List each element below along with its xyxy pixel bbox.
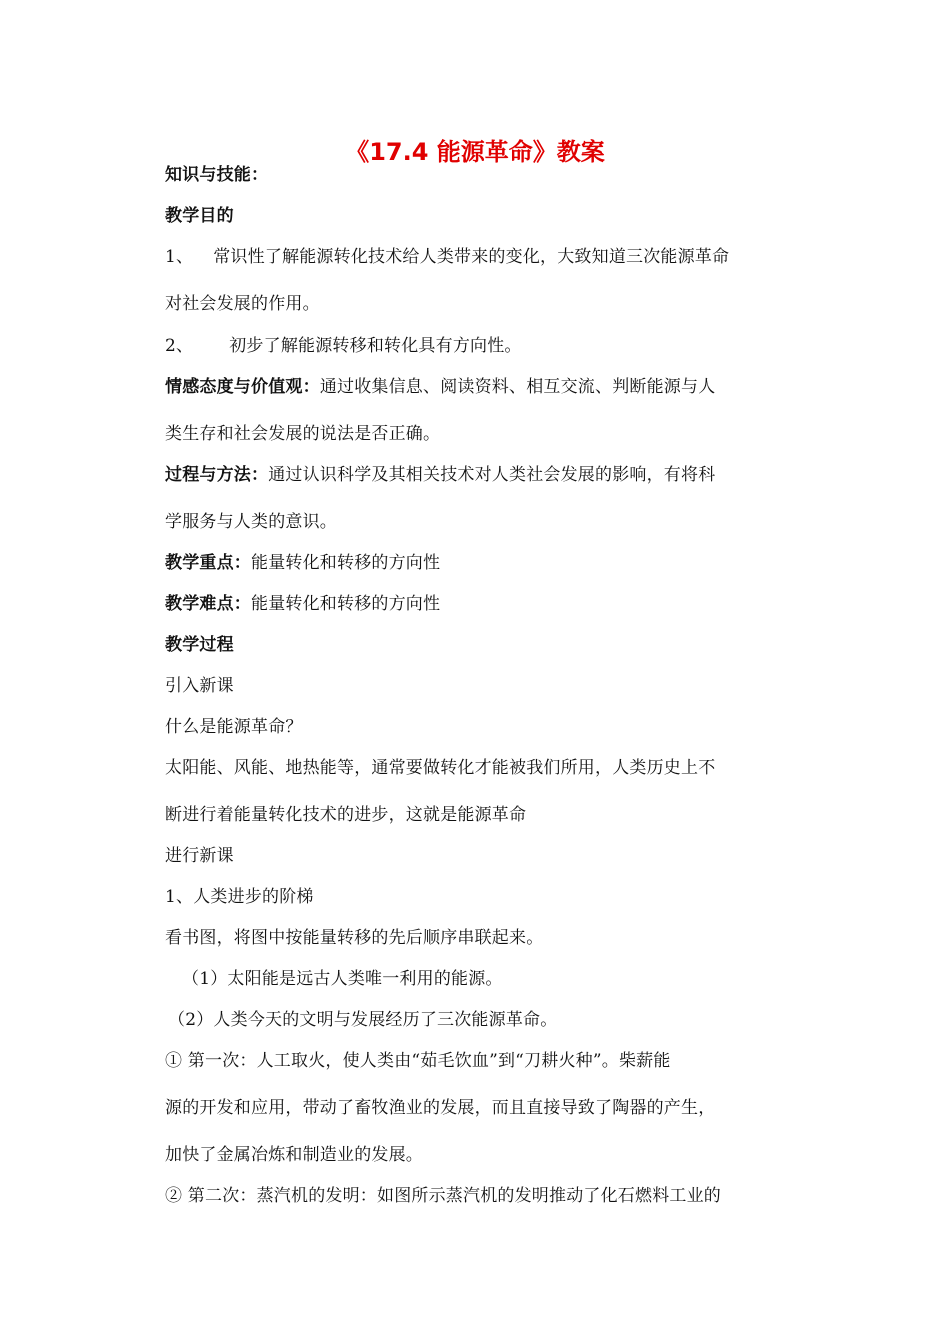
paragraph-energy-revolution-cont: 断进行着能量转化技术的进步，这就是能源革命 xyxy=(165,805,527,825)
goal-item-1-text: 常识性了解能源转化技术给人类带来的变化，大致知道三次能源革命 xyxy=(213,247,730,267)
key-point-text: 能量转化和转移的方向性 xyxy=(251,553,441,573)
revolution-first: ① 第一次：人工取火，使人类由“茹毛饮血”到“刀耕火种”。柴薪能 xyxy=(165,1051,671,1071)
point-1-solar-energy: （1）太阳能是远古人类唯一利用的能源。 xyxy=(182,969,503,989)
point-2-three-revolutions: （2）人类今天的文明与发展经历了三次能源革命。 xyxy=(168,1010,558,1030)
process-method-label: 过程与方法： xyxy=(165,465,269,485)
attitude-values-label: 情感态度与价值观： xyxy=(165,377,320,397)
difficult-point xyxy=(165,593,790,615)
key-point xyxy=(165,552,790,574)
goal-item-1-cont: 对社会发展的作用。 xyxy=(165,294,320,314)
instruction-book-figure: 看书图，将图中按能量转移的先后顺序串联起来。 xyxy=(165,928,544,948)
process-method xyxy=(165,464,790,486)
revolution-second: ② 第二次：蒸汽机的发明：如图所示蒸汽机的发明推动了化石燃料工业的 xyxy=(165,1186,722,1206)
attitude-values-text: 通过收集信息、阅读资料、相互交流、判断能源与人 xyxy=(319,377,716,397)
goal-item-2-number: 2、 xyxy=(165,336,194,356)
difficult-point-label: 教学难点： xyxy=(165,594,251,614)
process-method-cont: 学服务与人类的意识。 xyxy=(165,512,337,532)
goal-item-2 xyxy=(165,335,790,357)
section-human-progress: 1、人类进步的阶梯 xyxy=(165,887,314,907)
process-method-text: 通过认识科学及其相关技术对人类社会发展的影响，有将科 xyxy=(268,465,716,485)
goal-item-1-number: 1、 xyxy=(165,247,194,267)
revolution-first-cont-2: 加快了金属冶炼和制造业的发展。 xyxy=(165,1145,423,1165)
revolution-first-cont-1: 源的开发和应用，带动了畜牧渔业的发展，而且直接导致了陶器的产生， xyxy=(165,1098,716,1118)
difficult-point-text: 能量转化和转移的方向性 xyxy=(251,594,441,614)
new-lesson: 进行新课 xyxy=(165,846,234,866)
heading-knowledge-skills: 知识与技能： xyxy=(165,165,269,185)
goal-item-1 xyxy=(165,246,790,268)
heading-teaching-process: 教学过程 xyxy=(165,635,234,655)
goal-item-2-text: 初步了解能源转移和转化具有方向性。 xyxy=(229,336,522,356)
intro-new-lesson: 引入新课 xyxy=(165,676,234,696)
attitude-values xyxy=(165,376,790,398)
attitude-values-cont: 类生存和社会发展的说法是否正确。 xyxy=(165,424,441,444)
heading-teaching-goal: 教学目的 xyxy=(165,206,234,226)
key-point-label: 教学重点： xyxy=(165,553,251,573)
question-energy-revolution: 什么是能源革命？ xyxy=(165,717,303,737)
document-title: 《17.4 能源革命》教案 xyxy=(345,138,605,166)
paragraph-energy-revolution: 太阳能、风能、地热能等，通常要做转化才能被我们所用，人类历史上不 xyxy=(165,758,716,778)
